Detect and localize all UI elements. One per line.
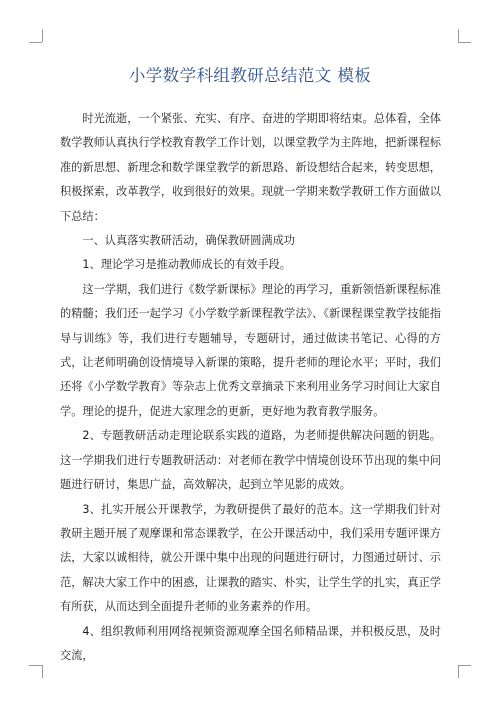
- section-heading-1: 一、认真落实教研活动，确保教研圆满成功: [82, 234, 295, 248]
- subheading-1: 1、理论学习是推动教师成长的有效手段。: [82, 258, 291, 272]
- document-title: 小学数学科组教研总结范文 模板: [128, 66, 372, 85]
- paragraph-open-class: 3、扎实开展公开课教学，为教研提供了最好的范本。这一学期我们针对教研主题开展了观摩课和常态课教学，在公开课活动中，我们采用专题评课方法，大家以诚相待，就公开课中集中出现的问题进行研讨，力图通过研讨、示范，解决大家工作中的困惑，让课教的踏实、朴实，让学生学的扎实，真正学有所获，从而达到全面提升老师的业务素养的作用。: [60, 502, 441, 614]
- paragraph-intro: 时光流逝，一个紧张、充实、有序、奋进的学期即将结束。总体看，全体数学教师认真执行学校教育教学工作计划，以课堂教学为主阵地，把新课程标准的新思想、新理念和数学课堂教学的新思路、新设想结合起来，转变思想，积极探索，改革教学，收到很好的效果。现就一学期来数学教研工作方面做以下总结：: [60, 112, 441, 223]
- paragraph-video-resources: 4、组织教师利用网络视频资源观摩全国名师精品课，并积极反思，及时交流，: [60, 624, 441, 662]
- document-body: [60, 107, 441, 668]
- paragraph-theory-study: 这一学期，我们进行《数学新课标》理论的再学习，重新领悟新课程标准的精髓；我们还一起学习《小学数学新课程教学法》、《新课程课堂教学技能指导与训练》等，我们进行专题辅导，专题研讨，通过做读书笔记、心得的方式，让老师明确创设情境导入新课的策略，提升老师的理论水平；平时，我们还将《小学数学教育》等杂志上优秀文章摘录下来利用业务学习时间让大家自学。理论的提升，促进大家理念的更新，更好地为教育教学服务。: [60, 282, 441, 418]
- paragraph-topic-research: 2、专题教研活动走理论联系实践的道路，为老师提供解决问题的钥匙。这一学期我们进行专题教研活动：对老师在教学中情境创设环节出现的集中问题进行研讨，集思广益，高效解决，起到立竿见影的成效。: [60, 429, 441, 492]
